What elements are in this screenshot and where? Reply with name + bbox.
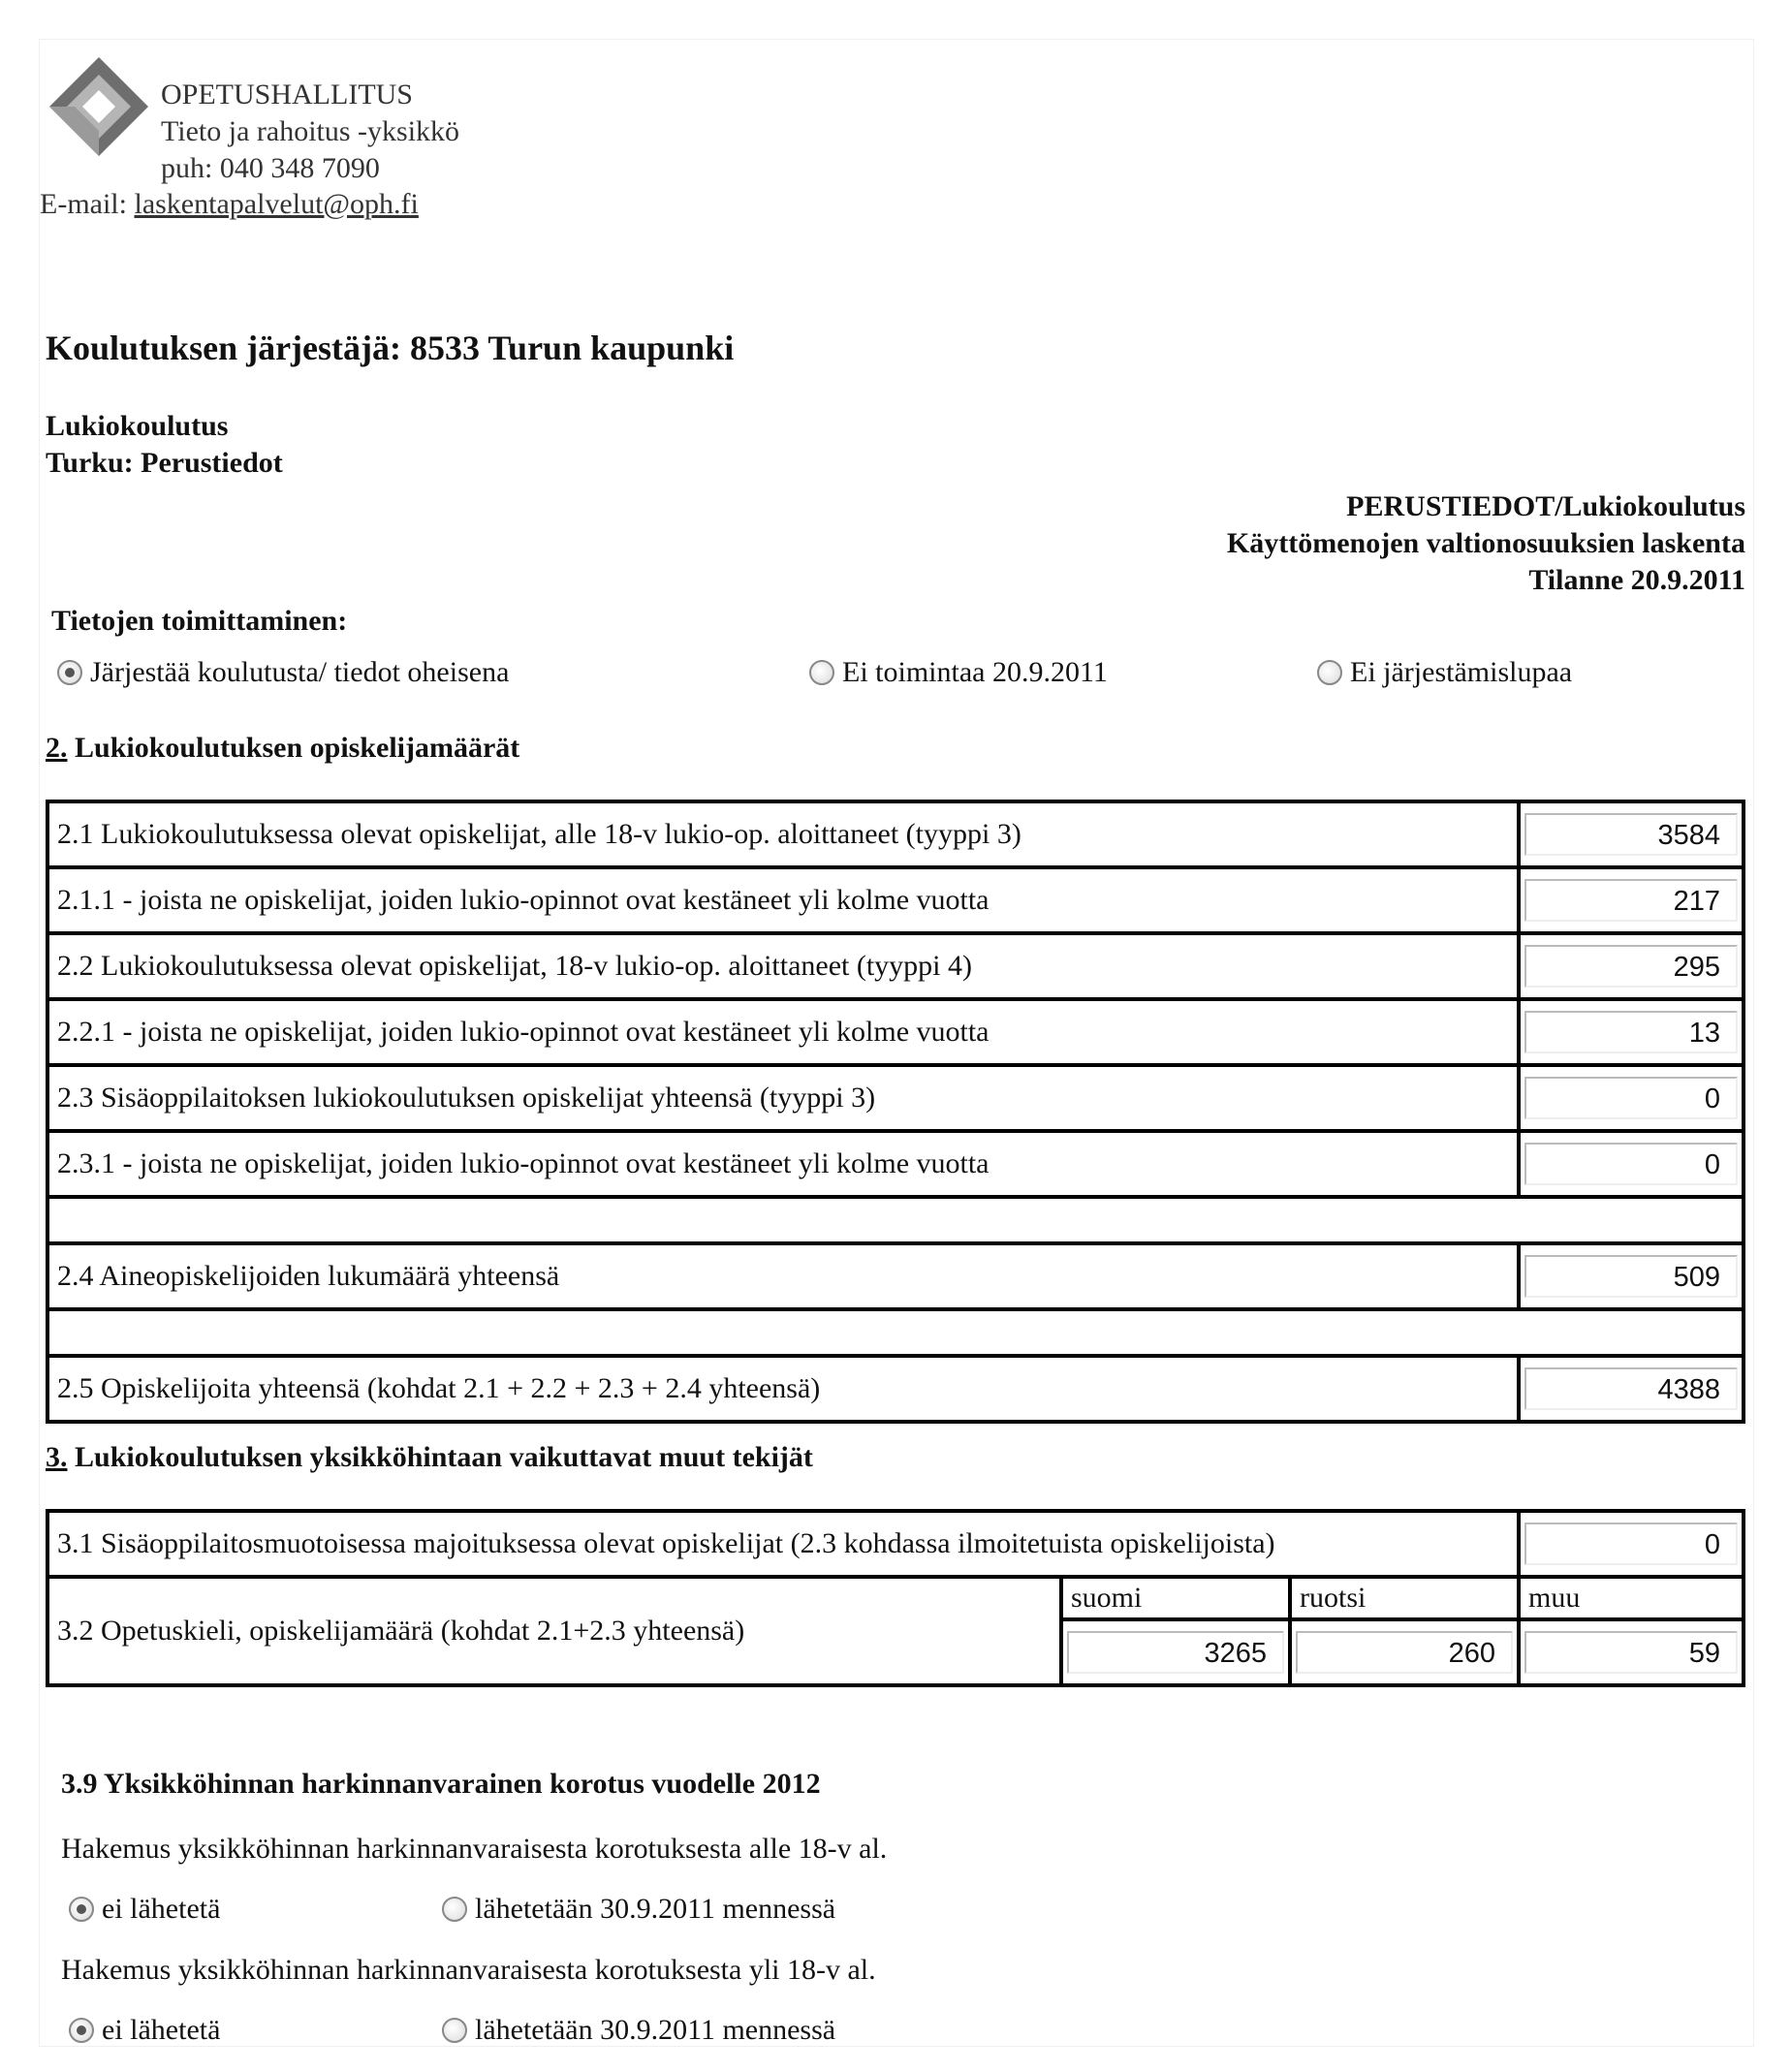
report-info-block: [1227, 488, 1745, 599]
delivery-option-1-label: Järjestää koulutusta/ tiedot oheisena: [90, 656, 510, 688]
section-2-table: [46, 800, 1745, 1424]
row-label: 2.4 Aineopiskelijoiden lukumäärä yhteensä: [47, 1243, 1519, 1309]
table-row: [47, 1243, 1744, 1309]
table-row: [47, 1131, 1744, 1197]
value-field-muu[interactable]: 59: [1524, 1631, 1738, 1674]
col-header-muu: muu: [1519, 1577, 1744, 1619]
row-label: 2.3.1 - joista ne opiskelijat, joiden lukio-opinnot ovat kestäneet yli kolme vuotta: [47, 1131, 1519, 1197]
table-row: [47, 1356, 1744, 1422]
col-header-suomi: suomi: [1061, 1577, 1290, 1619]
value-field-2-4[interactable]: 509: [1524, 1255, 1738, 1298]
table-row: [47, 801, 1744, 867]
report-info-line1: PERUSTIEDOT/Lukiokoulutus: [1346, 490, 1745, 522]
header-phone: puh: 040 348 7090: [161, 152, 380, 184]
q2-option-yes-label: lähetetään 30.9.2011 mennessä: [475, 2014, 836, 2046]
table-row: [47, 1511, 1744, 1577]
question-over-18: Hakemus yksikköhinnan harkinnanvaraisesta korotuksesta yli 18-v al.: [61, 1954, 876, 1986]
row-label: 2.1.1 - joista ne opiskelijat, joiden lukio-opinnot ovat kestäneet yli kolme vuotta: [47, 867, 1519, 933]
table-row: [47, 933, 1744, 999]
value-field-3-1[interactable]: 0: [1524, 1523, 1738, 1565]
value-field-2-2[interactable]: 295: [1524, 945, 1738, 988]
section-39-title: 3.9 Yksikköhinnan harkinnanvarainen korotus vuodelle 2012: [61, 1768, 821, 1800]
section-2-title-text: Lukiokoulutuksen opiskelijamäärät: [75, 732, 520, 764]
value-field-ruotsi[interactable]: 260: [1296, 1631, 1513, 1674]
subtitle-lukiokoulutus: Lukiokoulutus: [46, 410, 229, 442]
q1-option-yes-label: lähetetään 30.9.2011 mennessä: [475, 1893, 836, 1925]
table-row: [47, 1065, 1744, 1131]
table-row: [47, 999, 1744, 1065]
radio-icon-checked[interactable]: [57, 660, 82, 685]
row-label: 2.3 Sisäoppilaitoksen lukiokoulutuksen opiskelijat yhteensä (tyyppi 3): [47, 1065, 1519, 1131]
form-page: [39, 39, 1754, 2047]
report-info-line2: Käyttömenojen valtionosuuksien laskenta: [1226, 527, 1745, 559]
delivery-option-1[interactable]: [57, 656, 509, 689]
value-field-2-2-1[interactable]: 13: [1524, 1011, 1738, 1053]
report-info-line3: Tilanne 20.9.2011: [1528, 564, 1745, 596]
section-3-title: [46, 1441, 813, 1474]
spacer-row: [47, 1309, 1744, 1356]
value-field-2-3-1[interactable]: 0: [1524, 1143, 1738, 1185]
value-field-2-1-1[interactable]: 217: [1524, 879, 1738, 922]
q2-option-no-label: ei lähetetä: [102, 2014, 221, 2046]
table-row: [47, 867, 1744, 933]
row-label: 3.2 Opetuskieli, opiskelijamäärä (kohdat 2.1+2.3 yhteensä): [47, 1577, 1061, 1685]
row-label: 2.2.1 - joista ne opiskelijat, joiden lukio-opinnot ovat kestäneet yli kolme vuotta: [47, 999, 1519, 1065]
delivery-option-3[interactable]: [1317, 656, 1572, 689]
row-label: 2.2 Lukiokoulutuksessa olevat opiskelijat, 18-v lukio-op. aloittaneet (tyyppi 4): [47, 933, 1519, 999]
header-unit: Tieto ja rahoitus -yksikkö: [161, 115, 460, 147]
opetushallitus-logo: [46, 53, 152, 160]
subtitle-perustiedot: Turku: Perustiedot: [46, 447, 283, 479]
provider-title: Koulutuksen järjestäjä: 8533 Turun kaupunki: [46, 329, 735, 367]
header-org-name: OPETUSHALLITUS: [161, 78, 413, 110]
section-3-title-text: Lukiokoulutuksen yksikköhintaan vaikuttavat muut tekijät: [75, 1441, 813, 1473]
spacer-row: [47, 1197, 1744, 1243]
col-header-ruotsi: ruotsi: [1290, 1577, 1519, 1619]
row-label: 3.1 Sisäoppilaitosmuotoisessa majoituksessa olevat opiskelijat (2.3 kohdassa ilmoitetuista opiskelijoista): [47, 1511, 1519, 1577]
q1-option-yes[interactable]: [442, 1893, 835, 1926]
section-3-table: [46, 1509, 1745, 1687]
header-email-line: [40, 186, 419, 223]
row-label: 2.5 Opiskelijoita yhteensä (kohdat 2.1 + 2.2 + 2.3 + 2.4 yhteensä): [47, 1356, 1519, 1422]
q2-option-no[interactable]: [69, 2014, 220, 2047]
radio-icon[interactable]: [442, 2018, 467, 2043]
radio-icon-checked[interactable]: [69, 1897, 94, 1922]
email-link[interactable]: laskentapalvelut@oph.fi: [134, 188, 419, 220]
q2-option-yes[interactable]: [442, 2014, 835, 2047]
email-label: E-mail:: [40, 188, 127, 220]
radio-icon[interactable]: [809, 660, 834, 685]
value-field-suomi[interactable]: 3265: [1067, 1631, 1284, 1674]
radio-icon[interactable]: [442, 1897, 467, 1922]
delivery-option-2-label: Ei toimintaa 20.9.2011: [842, 656, 1108, 688]
value-field-2-3[interactable]: 0: [1524, 1077, 1738, 1119]
radio-icon[interactable]: [1317, 660, 1342, 685]
q1-option-no-label: ei lähetetä: [102, 1893, 221, 1925]
section-2-title: [46, 732, 519, 765]
row-label: 2.1 Lukiokoulutuksessa olevat opiskelijat, alle 18-v lukio-op. aloittaneet (tyyppi 3): [47, 801, 1519, 867]
question-under-18: Hakemus yksikköhinnan harkinnanvaraisesta korotuksesta alle 18-v al.: [61, 1833, 888, 1865]
value-field-2-5[interactable]: 4388: [1524, 1367, 1738, 1410]
table-row: [47, 1577, 1744, 1619]
section-3-link[interactable]: 3.: [46, 1441, 68, 1473]
q1-option-no[interactable]: [69, 1893, 220, 1926]
delivery-label: Tietojen toimittaminen:: [51, 605, 348, 637]
value-field-2-1[interactable]: 3584: [1524, 813, 1738, 856]
delivery-option-3-label: Ei järjestämislupaa: [1350, 656, 1573, 688]
radio-icon-checked[interactable]: [69, 2018, 94, 2043]
delivery-option-2[interactable]: [809, 656, 1108, 689]
section-2-link[interactable]: 2.: [46, 732, 68, 764]
